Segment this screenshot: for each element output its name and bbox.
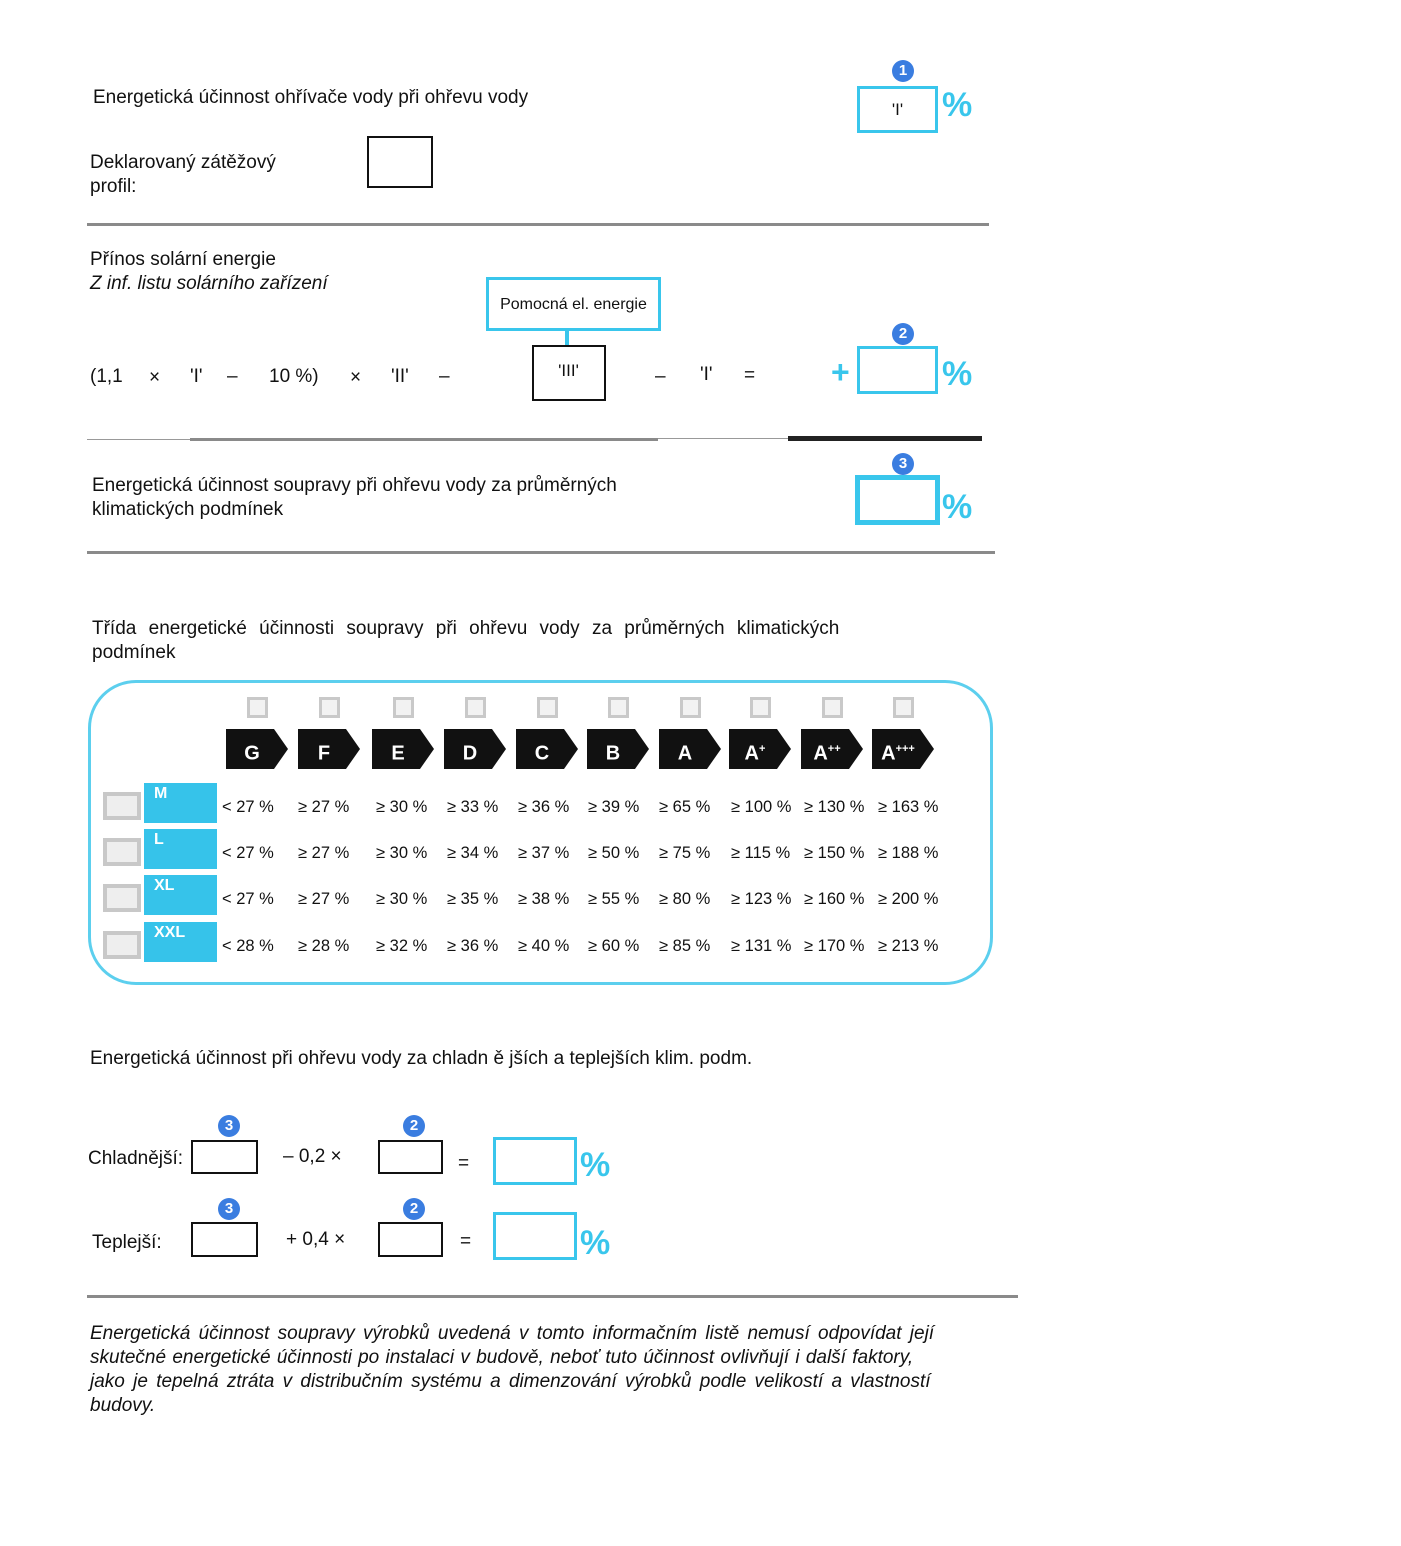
box-value: 'I' — [891, 100, 904, 119]
warmer-input-2[interactable] — [378, 1222, 443, 1257]
water-heater-efficiency-box[interactable] — [857, 86, 938, 133]
threshold-cell: ≥ 38 % — [518, 890, 570, 908]
package-efficiency-box[interactable] — [855, 475, 940, 525]
water-heater-efficiency-label: Energetická účinnost ohřívače vody při ohřevu vody — [93, 87, 529, 108]
threshold-cell: ≥ 36 % — [447, 937, 499, 955]
badge-2: 2 — [892, 323, 914, 345]
energy-class-arrow — [729, 729, 791, 769]
load-profile-tag: M — [144, 783, 217, 823]
threshold-cell: ≥ 35 % — [447, 890, 499, 908]
energy-class-label — [444, 729, 496, 769]
threshold-cell: ≥ 150 % — [804, 844, 865, 862]
formula-part: × — [350, 367, 362, 388]
divider — [190, 438, 658, 441]
threshold-cell: ≥ 60 % — [588, 937, 640, 955]
footer-note-line4: budovy. — [90, 1395, 156, 1416]
energy-class-letter: A — [813, 742, 828, 765]
load-profile-label-line2: profil: — [90, 176, 137, 197]
divider — [87, 1295, 1018, 1298]
threshold-cell: < 27 % — [222, 798, 274, 816]
energy-class-plus: + — [759, 743, 766, 755]
threshold-cell: ≥ 188 % — [878, 844, 939, 862]
energy-class-arrow — [298, 729, 360, 769]
threshold-cell: ≥ 33 % — [447, 798, 499, 816]
divider — [87, 439, 190, 440]
colder-input-2[interactable] — [378, 1140, 443, 1174]
threshold-cell: < 27 % — [222, 844, 274, 862]
class-checkbox[interactable] — [393, 697, 414, 718]
formula-part: 'I' — [190, 366, 203, 387]
class-checkbox[interactable] — [537, 697, 558, 718]
plus-sign: + — [831, 354, 850, 390]
formula-part: 10 %) — [269, 366, 319, 387]
energy-class-letter: D — [462, 742, 478, 765]
badge-2: 2 — [403, 1115, 425, 1137]
threshold-cell: < 27 % — [222, 890, 274, 908]
formula-part: 'I' — [700, 364, 713, 385]
package-efficiency-label-line1: Energetická účinnost soupravy při ohřevu vody za průměrných — [92, 475, 617, 496]
warmer-input-3[interactable] — [191, 1222, 258, 1257]
formula-part: – — [655, 366, 666, 387]
energy-class-letter: A — [744, 742, 759, 765]
threshold-cell: ≥ 131 % — [731, 937, 792, 955]
energy-class-label — [729, 729, 781, 769]
percent-sign: % — [580, 1146, 611, 1184]
footer-note-line3: jako je tepelná ztráta v distribučním systému a dimenzování výrobků podle velikostí a vlastností — [90, 1371, 931, 1392]
threshold-cell: ≥ 200 % — [878, 890, 939, 908]
energy-class-arrow — [801, 729, 863, 769]
load-profile-tag: XXL — [144, 922, 217, 962]
threshold-cell: ≥ 130 % — [804, 798, 865, 816]
class-checkbox[interactable] — [319, 697, 340, 718]
energy-class-plus: +++ — [895, 743, 915, 755]
percent-sign: % — [942, 355, 973, 393]
profile-checkbox[interactable] — [103, 884, 141, 912]
class-checkbox[interactable] — [465, 697, 486, 718]
threshold-cell: ≥ 213 % — [878, 937, 939, 955]
energy-class-letter: F — [317, 742, 331, 765]
auxiliary-energy-callout — [486, 277, 661, 331]
energy-class-arrow — [587, 729, 649, 769]
formula-part: (1,1 — [90, 366, 123, 387]
threshold-cell: < 28 % — [222, 937, 274, 955]
energy-class-plus: ++ — [827, 743, 841, 755]
badge-3: 3 — [218, 1198, 240, 1220]
class-checkbox[interactable] — [750, 697, 771, 718]
load-profile-tag: XL — [144, 875, 217, 915]
formula-part: = — [744, 365, 756, 386]
energy-class-label — [298, 729, 350, 769]
footer-note-line1: Energetická účinnost soupravy výrobků uvedená v tomto informačním listě nemusí odpovídat její — [90, 1323, 935, 1344]
efficiency-class-label-line2: podmínek — [92, 642, 176, 663]
energy-class-letter: B — [605, 742, 621, 765]
energy-class-arrow — [444, 729, 506, 769]
solar-contribution-box[interactable] — [857, 346, 938, 394]
box-value: 'III' — [558, 361, 579, 380]
climate-efficiency-label: Energetická účinnost při ohřevu vody za chladn ě jších a teplejších klim. podm. — [90, 1048, 753, 1069]
threshold-cell: ≥ 27 % — [298, 798, 350, 816]
threshold-cell: ≥ 27 % — [298, 890, 350, 908]
percent-sign: % — [942, 488, 973, 526]
threshold-cell: ≥ 50 % — [588, 844, 640, 862]
energy-class-label — [801, 729, 853, 769]
warmer-label: Teplejší: — [92, 1232, 162, 1253]
threshold-cell: ≥ 160 % — [804, 890, 865, 908]
threshold-cell: ≥ 163 % — [878, 798, 939, 816]
threshold-cell: ≥ 100 % — [731, 798, 792, 816]
energy-class-label — [226, 729, 278, 769]
energy-class-label — [372, 729, 424, 769]
threshold-cell: ≥ 32 % — [376, 937, 428, 955]
colder-operator: – 0,2 × — [283, 1146, 342, 1167]
threshold-cell: ≥ 170 % — [804, 937, 865, 955]
threshold-cell: ≥ 115 % — [731, 844, 791, 862]
percent-sign: % — [580, 1224, 611, 1262]
badge-3: 3 — [218, 1115, 240, 1137]
energy-class-arrow — [872, 729, 934, 769]
energy-class-arrow — [516, 729, 578, 769]
badge-3: 3 — [892, 453, 914, 475]
load-profile-box[interactable] — [367, 136, 433, 188]
formula-part: × — [149, 367, 161, 388]
threshold-cell: ≥ 123 % — [731, 890, 792, 908]
class-checkbox[interactable] — [608, 697, 629, 718]
equals-sign: = — [458, 1153, 470, 1174]
auxiliary-energy-box[interactable] — [532, 345, 606, 401]
threshold-cell: ≥ 36 % — [518, 798, 570, 816]
class-checkbox[interactable] — [893, 697, 914, 718]
energy-class-label — [659, 729, 711, 769]
class-checkbox[interactable] — [247, 697, 268, 718]
energy-class-letter: E — [391, 742, 405, 765]
threshold-cell: ≥ 30 % — [376, 890, 428, 908]
class-checkbox[interactable] — [680, 697, 701, 718]
threshold-cell: ≥ 55 % — [588, 890, 640, 908]
percent-sign: % — [942, 86, 973, 124]
threshold-cell: ≥ 80 % — [659, 890, 711, 908]
energy-class-arrow — [226, 729, 288, 769]
colder-result-box[interactable] — [493, 1137, 577, 1185]
profile-checkbox[interactable] — [103, 792, 141, 820]
threshold-cell: ≥ 30 % — [376, 844, 428, 862]
divider — [87, 551, 995, 554]
threshold-cell: ≥ 39 % — [588, 798, 640, 816]
profile-checkbox[interactable] — [103, 931, 141, 959]
energy-class-letter: G — [244, 742, 260, 765]
energy-class-letter: C — [534, 742, 550, 765]
energy-class-label — [516, 729, 568, 769]
colder-label: Chladnější: — [88, 1148, 184, 1169]
threshold-cell: ≥ 75 % — [659, 844, 711, 862]
divider — [658, 438, 788, 439]
profile-checkbox[interactable] — [103, 838, 141, 866]
warmer-operator: + 0,4 × — [286, 1229, 346, 1250]
badge-2: 2 — [403, 1198, 425, 1220]
formula-part: – — [439, 366, 450, 387]
load-profile-tag: L — [144, 829, 217, 869]
threshold-cell: ≥ 40 % — [518, 937, 570, 955]
threshold-cell: ≥ 34 % — [447, 844, 499, 862]
energy-class-label — [587, 729, 639, 769]
package-efficiency-label-line2: klimatických podmínek — [92, 499, 284, 520]
footer-note-line2: skutečné energetické účinnosti po instalaci v budově, neboť tuto účinnost ovlivňují i další faktory, — [90, 1347, 914, 1368]
threshold-cell: ≥ 28 % — [298, 937, 350, 955]
threshold-cell: ≥ 30 % — [376, 798, 428, 816]
load-profile-label-line1: Deklarovaný zátěžový — [90, 152, 276, 173]
warmer-result-box[interactable] — [493, 1212, 577, 1260]
efficiency-class-label-line1: Třída energetické účinnosti soupravy při ohřevu vody za průměrných klimatických — [92, 618, 840, 639]
energy-class-arrow — [659, 729, 721, 769]
formula-part: – — [227, 366, 238, 387]
threshold-cell: ≥ 65 % — [659, 798, 711, 816]
energy-class-letter: A — [677, 742, 693, 765]
equals-sign: = — [460, 1231, 472, 1252]
class-checkbox[interactable] — [822, 697, 843, 718]
energy-class-label — [872, 729, 924, 769]
energy-class-letter: A — [881, 742, 896, 765]
callout-text: Pomocná el. energie — [500, 296, 647, 313]
formula-part: 'II' — [391, 366, 409, 387]
energy-class-arrow — [372, 729, 434, 769]
solar-contribution-subtitle: Z inf. listu solárního zařízení — [90, 273, 328, 294]
divider — [788, 436, 982, 441]
colder-input-3[interactable] — [191, 1140, 258, 1174]
solar-contribution-label: Přínos solární energie — [90, 249, 276, 270]
threshold-cell: ≥ 27 % — [298, 844, 350, 862]
divider — [87, 223, 989, 226]
threshold-cell: ≥ 85 % — [659, 937, 711, 955]
threshold-cell: ≥ 37 % — [518, 844, 570, 862]
badge-1: 1 — [892, 60, 914, 82]
